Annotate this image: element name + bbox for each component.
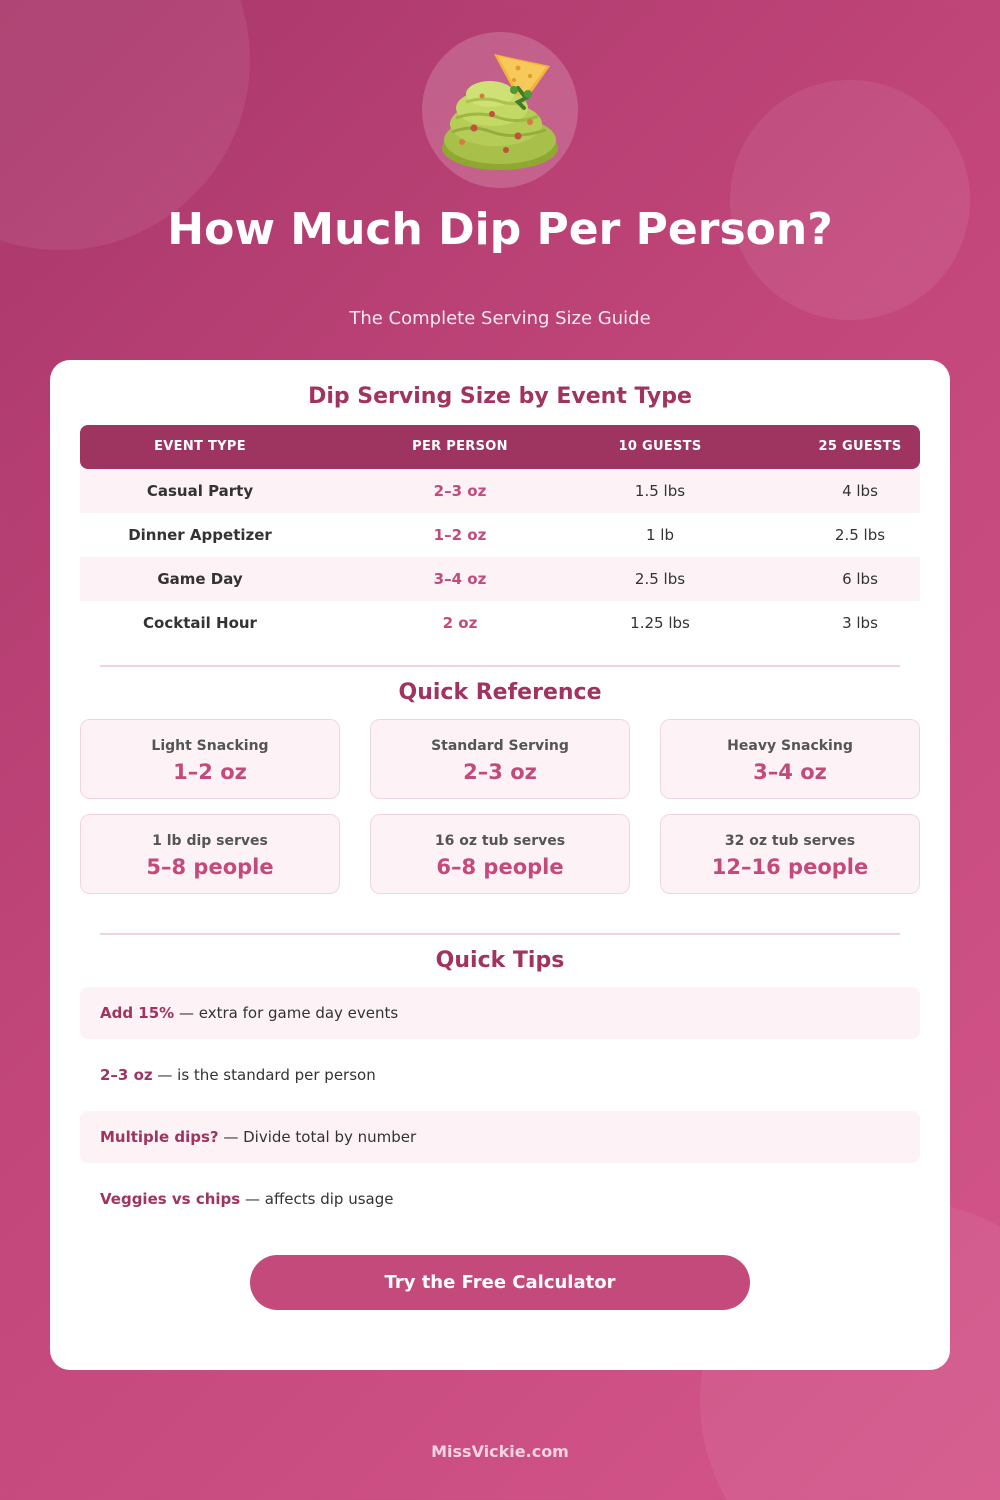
reference-value: 5–8 people — [146, 855, 274, 879]
tip-highlight: Multiple dips? — [100, 1128, 219, 1146]
tip-highlight: Veggies vs chips — [100, 1190, 241, 1208]
reference-value: 2–3 oz — [463, 760, 537, 784]
footer-brand[interactable]: MissVickie.com — [431, 1442, 569, 1461]
tip-text: — Divide total by number — [218, 1128, 417, 1146]
reference-card — [660, 814, 920, 894]
tip-text: — is the standard per person — [152, 1066, 376, 1084]
event-type-cell: Casual Party — [146, 482, 254, 500]
ten-guests-cell: 1 lb — [645, 526, 674, 544]
per-person-cell: 3–4 oz — [433, 570, 487, 588]
column-header: 10 GUESTS — [618, 439, 702, 454]
content-card — [50, 360, 950, 1370]
reference-card — [80, 719, 340, 799]
free-calculator-button[interactable]: Try the Free Calculator — [250, 1255, 750, 1310]
reference-label: 1 lb dip serves — [152, 833, 268, 849]
tip-text: — affects dip usage — [240, 1190, 394, 1208]
reference-card — [80, 814, 340, 894]
reference-label: Light Snacking — [151, 738, 269, 754]
ten-guests-cell: 1.25 lbs — [630, 614, 690, 632]
reference-value: 12–16 people — [711, 855, 869, 879]
tip-text: — extra for game day events — [174, 1004, 399, 1022]
event-type-cell: Dinner Appetizer — [128, 526, 272, 544]
reference-label: 16 oz tub serves — [434, 833, 566, 849]
column-header: 25 GUESTS — [818, 439, 902, 454]
tip-item — [80, 1049, 920, 1101]
table-row — [80, 601, 920, 645]
reference-value: 3–4 oz — [753, 760, 827, 784]
twenty-five-guests-cell: 3 lbs — [842, 614, 878, 632]
reference-card — [660, 719, 920, 799]
page-subtitle: The Complete Serving Size Guide — [349, 308, 651, 329]
reference-card — [370, 814, 630, 894]
ten-guests-cell: 1.5 lbs — [634, 482, 686, 500]
serving-size-table — [80, 425, 920, 645]
table-header — [80, 425, 920, 469]
reference-label: 32 oz tub serves — [724, 833, 856, 849]
twenty-five-guests-cell: 6 lbs — [842, 570, 878, 588]
quick-reference-title: Quick Reference — [398, 680, 602, 705]
quick-tips-title: Quick Tips — [435, 948, 565, 973]
tip-highlight: 2–3 oz — [100, 1066, 153, 1084]
table-row — [80, 557, 920, 601]
per-person-cell: 1–2 oz — [433, 526, 487, 544]
tip-highlight: Add 15% — [100, 1004, 175, 1022]
table-row — [80, 469, 920, 513]
section-divider — [100, 933, 900, 935]
twenty-five-guests-cell: 2.5 lbs — [834, 526, 886, 544]
serving-table-title: Dip Serving Size by Event Type — [308, 384, 692, 409]
table-row — [80, 513, 920, 557]
tip-item — [80, 1173, 920, 1225]
section-divider — [100, 665, 900, 667]
reference-value: 1–2 oz — [173, 760, 247, 784]
guacamole-with-chip-icon — [422, 32, 578, 188]
per-person-cell: 2 oz — [442, 614, 478, 632]
twenty-five-guests-cell: 4 lbs — [842, 482, 878, 500]
reference-label: Standard Serving — [431, 738, 569, 754]
per-person-cell: 2–3 oz — [433, 482, 487, 500]
reference-card — [370, 719, 630, 799]
event-type-cell: Game Day — [157, 570, 243, 588]
column-header: EVENT TYPE — [154, 439, 246, 454]
page-title: How Much Dip Per Person? — [167, 204, 833, 255]
tip-item — [80, 1111, 920, 1163]
ten-guests-cell: 2.5 lbs — [634, 570, 686, 588]
tip-item — [80, 987, 920, 1039]
reference-value: 6–8 people — [436, 855, 564, 879]
reference-label: Heavy Snacking — [727, 738, 853, 754]
column-header: PER PERSON — [412, 439, 508, 454]
event-type-cell: Cocktail Hour — [143, 614, 257, 632]
